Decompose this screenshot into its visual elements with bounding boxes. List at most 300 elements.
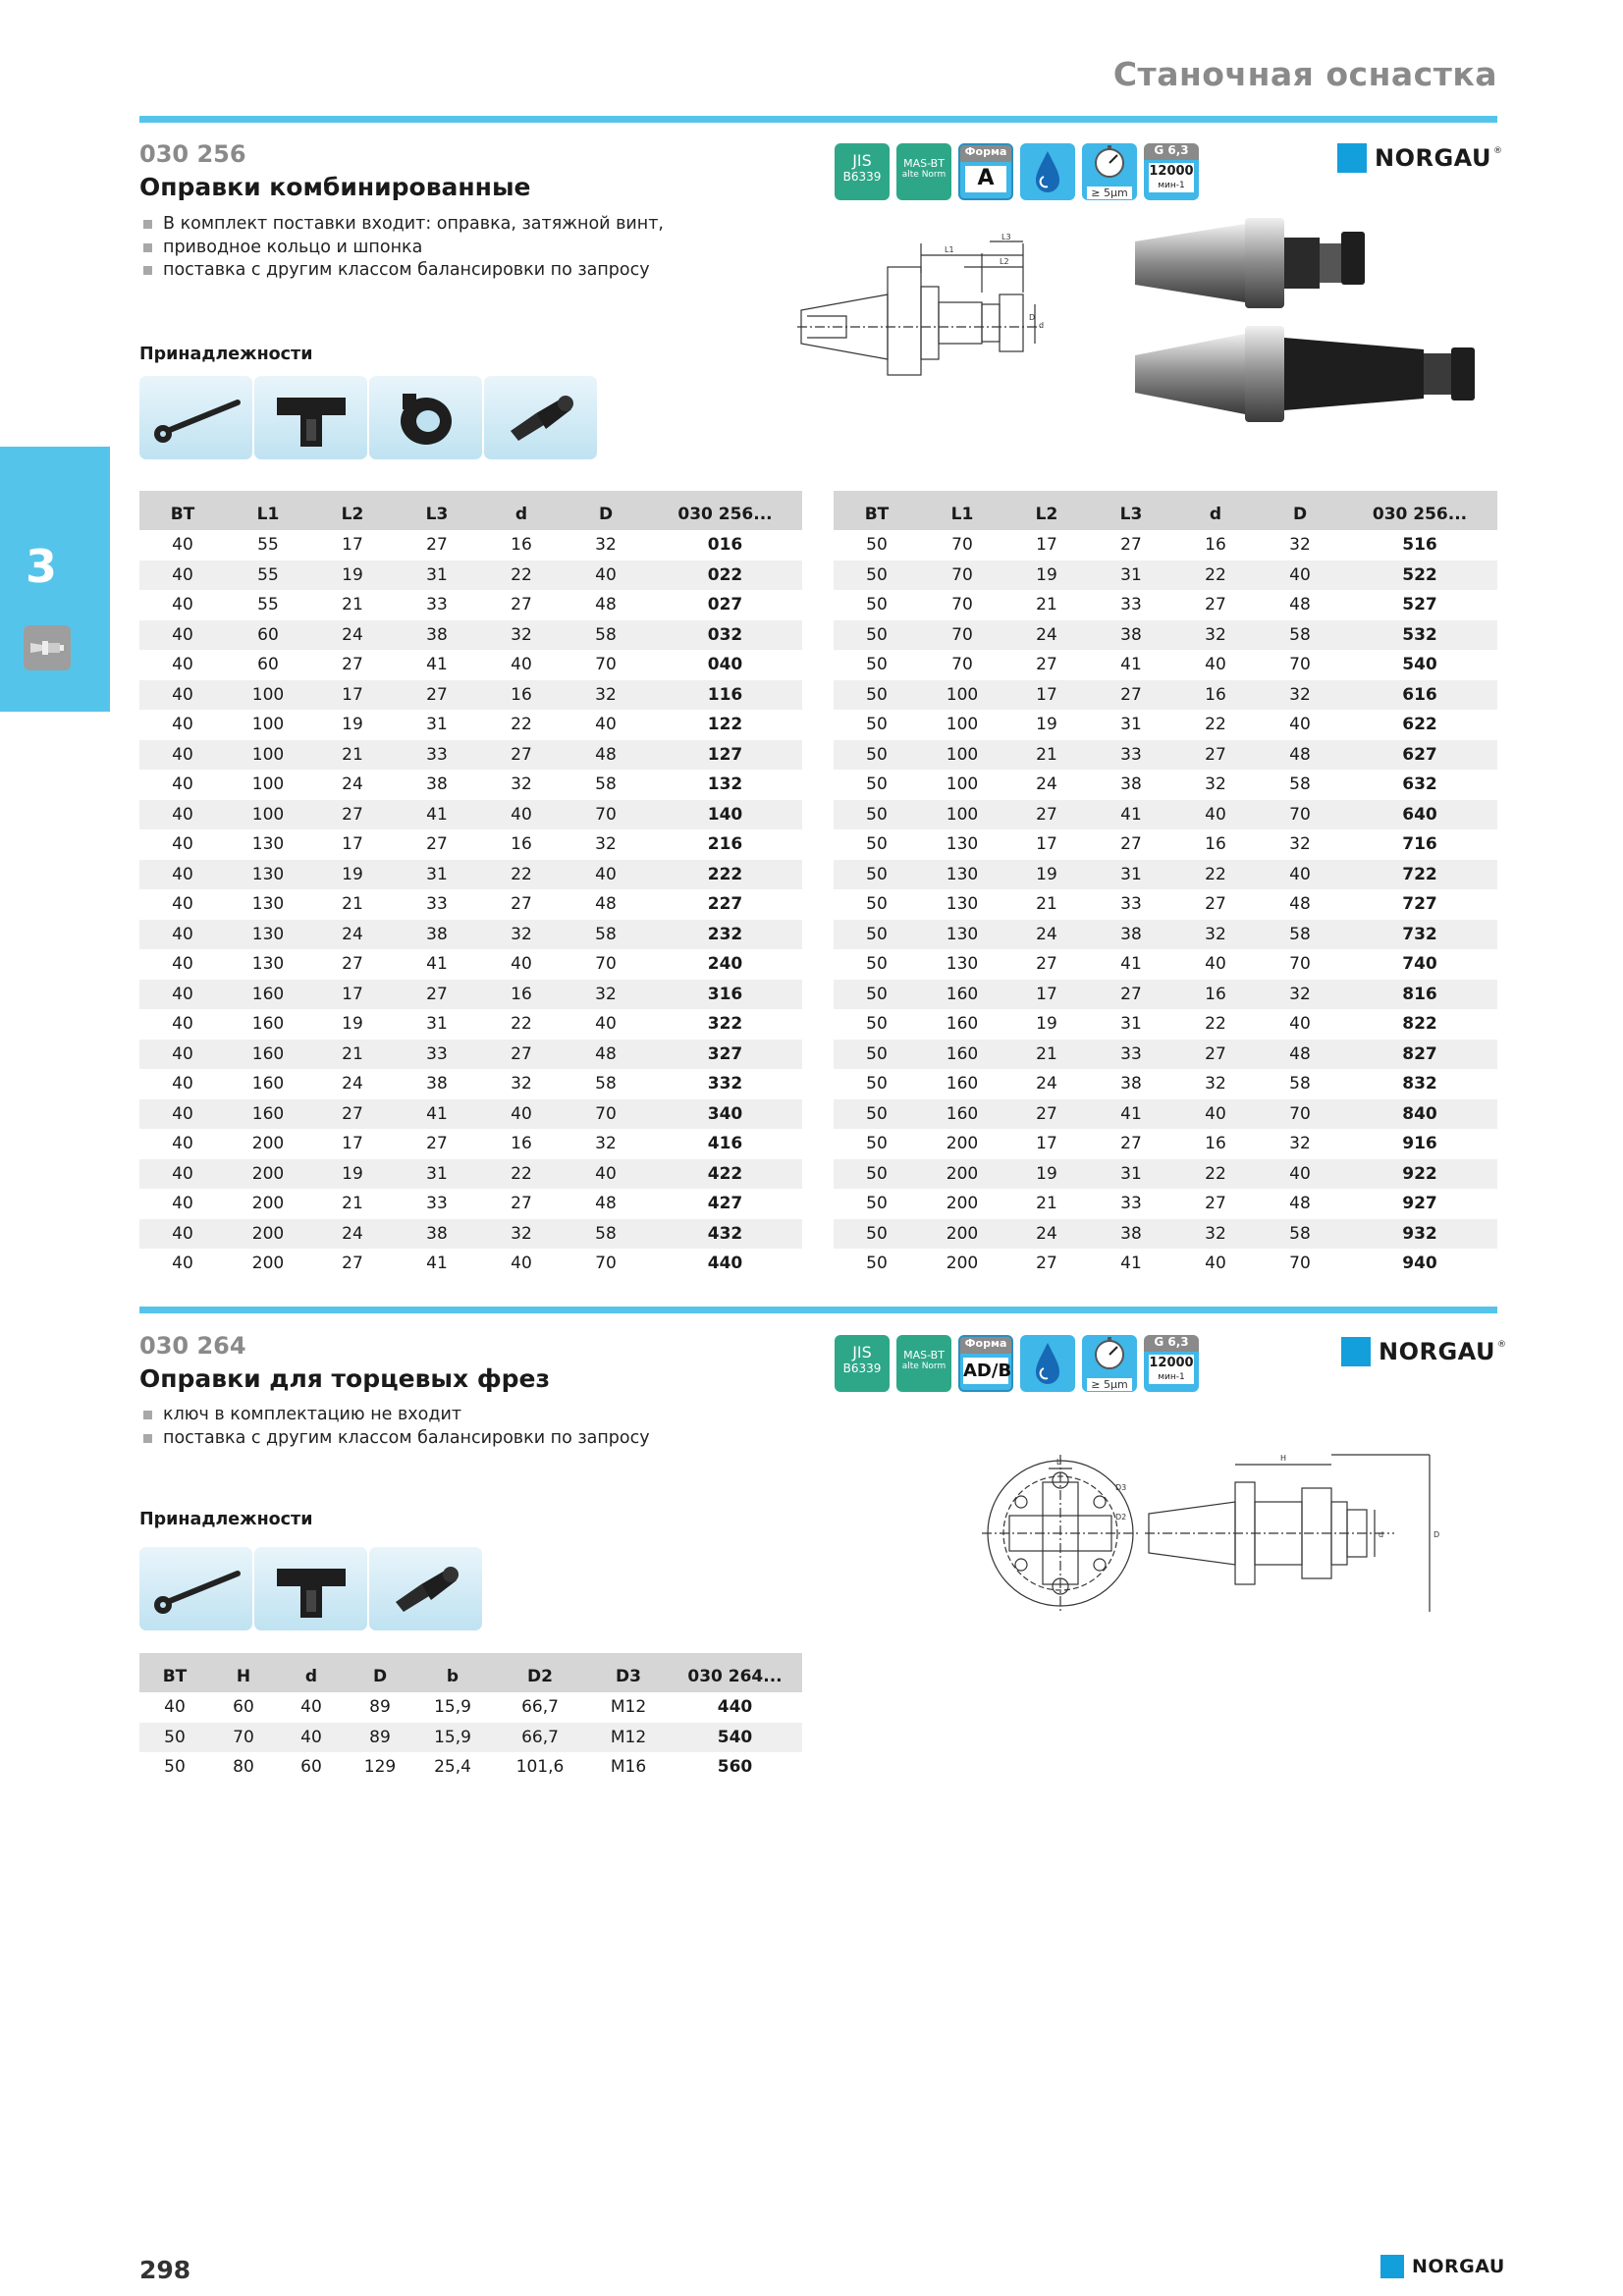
table-cell: 22 [1173,561,1258,591]
article-code-cell: 516 [1402,535,1437,556]
table-cell: 32 [1258,680,1342,711]
table-cell: 200 [920,1219,1004,1250]
table-row [834,1069,1497,1099]
tool-holder-icon [24,625,71,670]
table-cell: M16 [610,1757,647,1778]
table-cell: 70 [920,620,1004,651]
table-cell: 33 [1120,894,1142,915]
table-cell: 17 [1036,834,1057,855]
table-cell: 50 [866,954,888,975]
table-cell: 27 [511,1194,532,1214]
table-row [834,770,1497,800]
table-cell: 40 [479,1099,564,1130]
t-key-icon[interactable] [254,1547,367,1630]
pull-stud-icon[interactable] [484,376,597,459]
table-row [834,1159,1497,1190]
section2-technical-drawing [982,1443,1453,1629]
dim-label: H [1280,1454,1287,1463]
table-cell: 21 [1004,1040,1089,1070]
table-cell: 22 [1173,1159,1258,1190]
table-cell: 32 [1289,834,1311,855]
table-cell: 40 [139,740,226,771]
table-cell: 58 [1258,1219,1342,1250]
table-cell: 38 [1089,1219,1173,1250]
table-cell: M12 [610,1697,647,1718]
table-cell: 70 [595,954,617,975]
article-code-cell: 640 [1342,800,1497,830]
table-cell: 100 [226,680,310,711]
article-code-cell: 416 [707,1134,743,1154]
column-header: L3 [395,491,479,530]
table-cell: 40 [1289,715,1311,735]
table-cell: 100 [226,740,310,771]
table-cell: 31 [426,715,448,735]
table-cell: 24 [310,620,395,651]
table-cell: 40 [172,535,193,556]
table-cell: 130 [920,860,1004,890]
table-cell: 32 [1205,1074,1226,1095]
table-cell: 160 [920,1040,1004,1070]
table-cell: 15,9 [414,1723,491,1753]
table-cell: 24 [342,774,363,795]
table-cell: 40 [139,1219,226,1250]
runout-gauge-icon: ≥ 5µm [1082,143,1137,200]
table-cell: 32 [1173,920,1258,950]
table-cell: 21 [310,740,395,771]
table-cell: 100 [226,800,310,830]
article-code-cell: 916 [1402,1134,1437,1154]
table-cell: 70 [1289,954,1311,975]
table-cell: 22 [479,561,564,591]
table-cell: 200 [251,1194,285,1214]
table-cell: 16 [1205,1134,1226,1154]
table-row [834,1099,1497,1130]
table-cell: 48 [595,894,617,915]
table-cell: 130 [226,860,310,890]
table-cell: 15,9 [434,1697,471,1718]
table-row [834,829,1497,860]
table-cell: 27 [1089,680,1173,711]
table-cell: 27 [1036,1254,1057,1274]
table-row [139,1189,802,1219]
table-cell: 24 [310,920,395,950]
dim-label: L1 [945,245,954,254]
table-cell: 70 [951,655,973,675]
table-cell: 17 [1036,1134,1057,1154]
article-code-cell: 240 [707,954,743,975]
table-cell: 50 [866,894,888,915]
article-code-cell: 716 [1402,834,1437,855]
table-cell: 130 [920,920,1004,950]
table-cell: 200 [946,1254,979,1274]
table-cell: 48 [1289,894,1311,915]
table-cell: 200 [251,1254,285,1274]
table-cell: 16 [1173,680,1258,711]
article-code-cell: 222 [648,860,802,890]
mas-bt-icon: MAS-BT alte Norm [896,143,951,200]
article-code-cell: 232 [648,920,802,950]
table-cell: 38 [426,774,448,795]
table-cell: 21 [1036,595,1057,615]
article-code-cell: 316 [648,980,802,1010]
table-cell: 40 [1289,1014,1311,1035]
balance-class-icon: G 6,3 12000 мин-1 [1144,1335,1199,1392]
article-code-cell: 432 [648,1219,802,1250]
table-cell: 40 [172,595,193,615]
table-cell: 70 [1258,1099,1342,1130]
table-cell: 27 [1173,740,1258,771]
article-code-cell: 560 [717,1757,753,1778]
table-row [139,620,802,651]
table-cell: 70 [595,1254,617,1274]
table-cell: 27 [426,1134,448,1154]
balance-class-icon: G 6,3 12000 мин-1 [1144,143,1199,200]
column-header: L1 [920,491,1004,530]
form-type-icon: Форма AD/B [958,1335,1013,1392]
table-cell: 32 [564,980,648,1010]
footer-brand-logo: NORGAU [1380,2255,1505,2278]
table-cell: 160 [946,1074,979,1095]
table-cell: 27 [310,800,395,830]
table-cell: 38 [1089,620,1173,651]
table-cell: 31 [1120,1014,1142,1035]
article-code-cell: 740 [1402,954,1437,975]
table-cell: 31 [426,1014,448,1035]
table-cell: 50 [866,1194,888,1214]
holder-photo-long [1129,320,1492,428]
table-cell: 33 [426,1194,448,1214]
column-header: BT [834,491,920,530]
article-code-cell: 440 [707,1254,743,1274]
table-row [834,590,1497,620]
table-row [834,1189,1497,1219]
article-code-cell: 122 [707,715,743,735]
table-cell: 27 [342,954,363,975]
table-cell: 50 [834,1159,920,1190]
table-cell: 160 [946,1014,979,1035]
table-row [139,1069,802,1099]
table-row [834,710,1497,740]
table-cell: 130 [226,920,310,950]
table-cell: 40 [139,860,226,890]
table-cell: 40 [139,980,226,1010]
table-cell: 40 [172,1194,193,1214]
table-row [834,530,1497,561]
table-cell: 32 [479,620,564,651]
table-cell: 16 [1173,980,1258,1010]
table-cell: 27 [1120,834,1142,855]
brand-square-icon [1337,143,1367,173]
article-code-cell: 127 [648,740,802,771]
article-code-cell: 132 [707,774,743,795]
table-cell: 40 [564,860,648,890]
table-row [139,1219,802,1250]
table-cell: 50 [834,1040,920,1070]
article-code-cell: 532 [1342,620,1497,651]
table-cell: 130 [251,954,285,975]
table-cell: 16 [511,535,532,556]
section2-table [139,1653,802,1783]
table-cell: 32 [1289,535,1311,556]
table-cell: 24 [310,1219,395,1250]
table-cell: 31 [1089,1159,1173,1190]
table-row [139,710,802,740]
table-cell: 41 [1120,655,1142,675]
article-code-cell: 327 [648,1040,802,1070]
table-row [139,590,802,620]
table-cell: 32 [511,1074,532,1095]
table-cell: 160 [251,1074,285,1095]
table-row [834,949,1497,980]
table-cell: 38 [395,920,479,950]
article-code-cell: 527 [1402,595,1437,615]
table-cell: 100 [920,680,1004,711]
table-cell: 38 [395,620,479,651]
table-cell: 40 [564,561,648,591]
table-row [834,1009,1497,1040]
table-cell: 70 [1289,1254,1311,1274]
table-cell: 40 [1258,1159,1342,1190]
article-code-cell: 440 [717,1697,753,1718]
article-code-cell: 832 [1402,1074,1437,1095]
table-cell: 70 [564,800,648,830]
article-code-cell: 140 [648,800,802,830]
table-cell: 40 [277,1723,346,1753]
table-cell: 40 [172,715,193,735]
table-cell: 200 [226,1159,310,1190]
table-cell: 40 [479,800,564,830]
column-header: D [346,1653,414,1692]
table-row [834,1040,1497,1070]
article-code-cell: 840 [1342,1099,1497,1130]
table-cell: 24 [1036,774,1057,795]
article-code-cell: 427 [707,1194,743,1214]
table-cell: 27 [1004,1099,1089,1130]
table-cell: 200 [251,1134,285,1154]
table-cell: 21 [342,894,363,915]
table-cell: 58 [1289,1074,1311,1095]
table-cell: 19 [1036,715,1057,735]
table-cell: 17 [342,535,363,556]
brand-square-icon [1341,1337,1371,1366]
table-cell: 40 [172,834,193,855]
table-cell: 70 [595,655,617,675]
dim-label: L2 [1000,257,1009,266]
table-row [834,980,1497,1010]
table-cell: 16 [479,980,564,1010]
table-cell: 70 [951,595,973,615]
table-cell: 101,6 [515,1757,565,1778]
table-cell: 40 [1205,1254,1226,1274]
article-code-cell: 227 [707,894,743,915]
table-cell: 70 [564,1099,648,1130]
table-cell: 32 [1173,1219,1258,1250]
table-cell: 40 [1173,800,1258,830]
brand-logo: NORGAU ® [1341,1337,1506,1366]
table-cell: 32 [1205,774,1226,795]
table-cell: 130 [251,834,285,855]
table-cell: 41 [426,655,448,675]
table-cell: 27 [342,1254,363,1274]
article-code-cell: 927 [1402,1194,1437,1214]
table-row [139,530,802,561]
column-header: L1 [226,491,310,530]
table-cell: 70 [951,535,973,556]
table-cell: 41 [1089,1099,1173,1130]
table-cell: 50 [866,1254,888,1274]
table-cell: 32 [1173,620,1258,651]
table-cell: 16 [1205,834,1226,855]
table-cell: 50 [866,715,888,735]
table-cell: 58 [564,1219,648,1250]
table-cell: 33 [395,1040,479,1070]
table-cell: 129 [363,1757,397,1778]
table-cell: 58 [564,620,648,651]
table-cell: 200 [946,1194,979,1214]
table-cell: 41 [426,1254,448,1274]
article-code-cell: 822 [1402,1014,1437,1035]
table-cell: 40 [511,1254,532,1274]
table-cell: 50 [866,1134,888,1154]
table-cell: 17 [310,680,395,711]
t-key-icon[interactable] [254,376,367,459]
table-cell: 22 [1205,1014,1226,1035]
table-cell: 200 [946,1134,979,1154]
table-cell: 27 [1173,1040,1258,1070]
section1-table-bt40 [139,491,802,1279]
table-cell: 40 [564,1159,648,1190]
article-code-cell: 622 [1402,715,1437,735]
dim-label: D3 [1115,1483,1127,1492]
section1-accessories [139,376,597,459]
table-cell: 160 [251,1014,285,1035]
table-row [139,680,802,711]
table-cell: 38 [1089,920,1173,950]
section1-property-icons [835,143,1199,200]
table-cell: 25,4 [434,1757,471,1778]
table-cell: 160 [226,1099,310,1130]
table-cell: 130 [946,894,979,915]
table-cell: 50 [866,1074,888,1095]
table-cell: 58 [595,1074,617,1095]
table-cell: 100 [946,715,979,735]
bullet-item: поставка с другим классом балансировки по запросу [139,259,748,283]
column-header: 030 264... [668,1653,802,1692]
dim-label: L3 [1001,234,1011,241]
article-code-cell: 727 [1402,894,1437,915]
table-cell: 200 [920,1159,1004,1190]
column-header: d [1173,491,1258,530]
drive-ring-icon[interactable] [369,376,482,459]
table-cell: 89 [369,1697,391,1718]
table-cell: 27 [1120,535,1142,556]
table-cell: 40 [139,1159,226,1190]
dim-label: d [1379,1530,1384,1539]
table-cell: 50 [866,1014,888,1035]
table-cell: 19 [1004,1159,1089,1190]
table-cell: 31 [395,561,479,591]
table-row [139,1159,802,1190]
table-cell: 40 [139,800,226,830]
section2-accessories [139,1547,482,1630]
wrench-icon[interactable] [139,1547,252,1630]
table-cell: 19 [310,1159,395,1190]
section1-accessories-title: Принадлежности [139,345,313,364]
table-cell: 40 [1258,561,1342,591]
table-cell: 31 [395,860,479,890]
table-cell: 17 [342,1134,363,1154]
table-cell: 16 [1205,535,1226,556]
table-cell: 27 [511,595,532,615]
table-cell: 40 [172,774,193,795]
table-cell: 130 [251,894,285,915]
chapter-number: 3 [26,540,58,593]
column-header: 030 256... [648,491,802,530]
table-cell: 48 [595,1194,617,1214]
table-cell: 50 [139,1723,210,1753]
table-cell: 50 [866,535,888,556]
table-cell: 160 [920,980,1004,1010]
dim-label: b [1056,1458,1062,1467]
table-cell: 70 [1289,655,1311,675]
table-cell: 17 [1004,980,1089,1010]
table-cell: 31 [1089,561,1173,591]
table-cell: 33 [426,595,448,615]
section-divider-rule [139,1307,1497,1313]
column-header: D3 [589,1653,668,1692]
water-drop-icon [1020,1335,1075,1392]
section2-title: Оправки для торцевых фрез [139,1364,551,1393]
brand-logo: NORGAU ® [1337,143,1502,173]
pull-stud-icon[interactable] [369,1547,482,1630]
table-cell: 17 [1036,535,1057,556]
table-cell: 31 [1120,715,1142,735]
table-cell: 50 [866,774,888,795]
article-code-cell: 932 [1342,1219,1497,1250]
table-cell: 19 [310,860,395,890]
table-cell: 32 [511,774,532,795]
table-cell: 50 [834,561,920,591]
table-cell: 40 [139,561,226,591]
table-cell: 22 [511,1014,532,1035]
table-row [834,889,1497,920]
table-cell: 33 [1120,595,1142,615]
table-cell: 40 [300,1697,322,1718]
table-cell: 27 [342,655,363,675]
wrench-icon[interactable] [139,376,252,459]
table-cell: 48 [1258,1040,1342,1070]
column-header: H [210,1653,277,1692]
table-cell: 40 [139,680,226,711]
article-code-cell: 522 [1342,561,1497,591]
table-cell: 55 [226,561,310,591]
article-code-cell: 616 [1342,680,1497,711]
table-cell: 32 [479,920,564,950]
table-cell: 50 [834,680,920,711]
table-cell: 40 [172,1254,193,1274]
table-cell: 24 [1036,1074,1057,1095]
table-cell: 21 [1036,1194,1057,1214]
table-cell: 50 [834,1219,920,1250]
bullet-item: ключ в комплектацию не входит [139,1404,748,1427]
table-row [834,680,1497,711]
table-cell: 17 [342,834,363,855]
table-cell: 16 [511,1134,532,1154]
table-cell: 60 [226,620,310,651]
table-cell: 32 [595,834,617,855]
table-cell: 19 [1004,860,1089,890]
table-cell: 40 [139,920,226,950]
